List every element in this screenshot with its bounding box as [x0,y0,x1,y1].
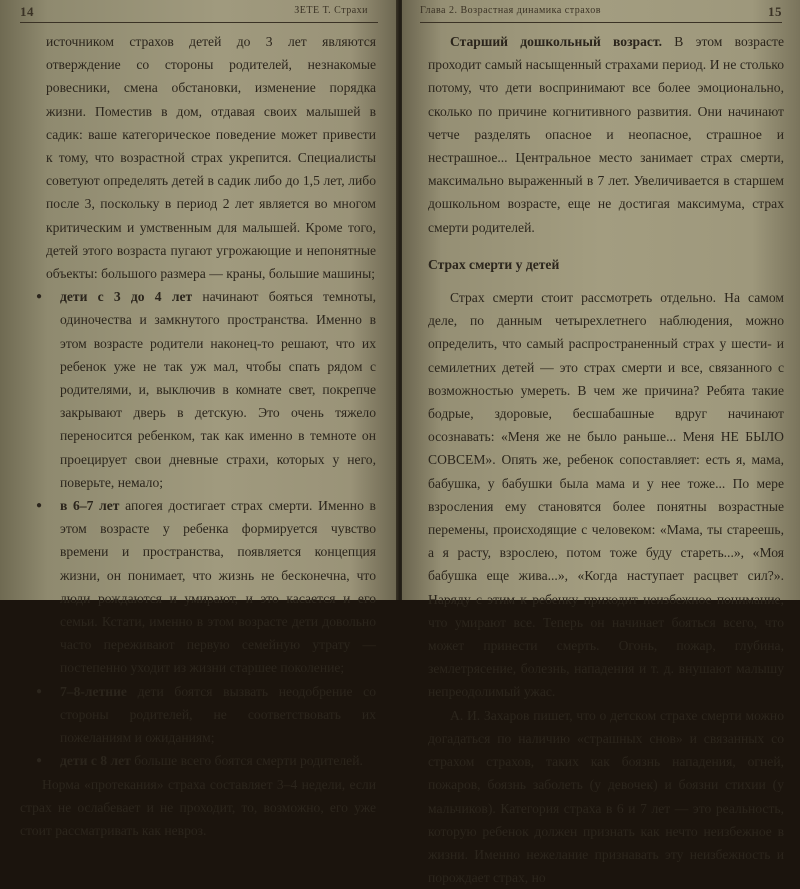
list-item: ● дети с 3 до 4 лет начинают бояться темноты, одиночества и замкнутого пространства. Именно в этом возрасте родители наконец-то решают, что их ребенок уже не так уж мал, чтобы спать рядом с родителями, и, выключив в комнате свет, покрепче закрывают дверь в детскую. Это очень тяжело переносится ребенком, так как именно в темноте он проецирует свои дневные страхи, которых у него, поверьте, немало; [46,285,376,494]
intro-paragraph: Старший дошкольный возраст. В этом возрасте проходит самый насыщенный страхами период. И не столько потому, что дети воспринимают все более эмоционально, сколько по причине когнитивного развития. Они начинают четче разделять опасное и неопасное, страшное и нестрашное... Центральное место занимает страх смерти, максимально выраженный в 7 лет. Увеличивается в старшем дошкольном возрасте, еще не достигая максимума, страх смерти родителей. [428,34,784,235]
body-paragraph: А. И. Захаров пишет, что о детском страхе смерти можно догадаться по наличию «страшных снов» и связанных со страхом страхов, таких как боязнь нападения, огней, пожаров, боязнь заболеть (у девочек) и боязни стихии (у мальчиков). Категория страха в 6 и 7 лет — это реальность, которую ребенок должен признать как нечто неизбежное в жизни. Именно нежелание признавать эту неизбежность и порождает страх, но [428,707,784,886]
right-running-head [420,4,782,23]
list-item: ● в 6–7 лет апогея достигает страх смерти. Именно в этом возрасте у ребенка формируется чувство времени и пространства, появляется концепция жизни, он понимает, что жизнь не бесконечна, что люди рождаются и умирают, и это касается и его семьи. Кстати, именно в этом возрасте дети довольно часто переживают первую семейную утрату — постепенно уходит из жизни старшее поколение; [46,494,376,680]
section-heading: Страх смерти у детей [428,256,560,272]
left-running-head [20,4,378,23]
left-body-text [20,30,376,842]
left-running-title: ЗЕТЕ Т. Страхи [294,5,368,16]
list-item: ● 7–8-летние дети боятся вызвать неодобрение со стороны родителей, не соответствовать их пожеланиям и ожиданиям; [46,680,376,750]
right-body-text [428,30,784,889]
closing-paragraph: Норма «протекания» страха составляет 3–4 недели, если страх не ослабевает и не проходит, то, возможно, его уже стоит рассматривать как невроз. [20,776,376,838]
list-item: ● дети с 8 лет больше всего боятся смерти родителей. [46,749,376,772]
right-page-number: 15 [768,4,782,19]
list-item-continuation: источником страхов детей до 3 лет являются отверждение со стороны родителей, незнакомые ровесники, смена обстановки, изменение порядка жизни. Поместив в дом, отдавая своих малышей в садик: ваше категорическое поведение может привести к тому, что возрастной страх укрепится. Специалисты советуют определять детей в садик либо до 1,5 лет, либо после 3, поскольку в период 2 лет является во многом критическим и умственным для малышей. Кроме того, детей этого возраста пугают угрожающие и непонятные объекты: большого размера — краны, большие машины; [46,34,376,282]
right-running-title: Глава 2. Возрастная динамика страхов [420,5,602,16]
left-page-number: 14 [20,4,34,19]
body-paragraph: Страх смерти стоит рассмотреть отдельно. На самом деле, по данным четырехлетнего наблюдения, можно определить, что самый распространенный страх у шести- и семилетних детей — это страх смерти и все, связанного с возможностью умереть. В чем же причина? Ребята такие бодрые, здоровые, бесшабашные вдруг начинают осознавать: «Меня же не было раньше... Меня НЕ БЫЛО СОВСЕМ». Опять же, ребенок сопоставляет: есть я, мама, бабушка, у бабушки была мама и у нее тоже... По мере взросления ему становятся более понятны возрастные перемены, происходящие с человеком: «Мама, ты стареешь, а я расту, взрослею, потом тоже буду стареть...», «Моя бабушка еще жива...», «Когда наступает расцвет сил?». Наряду с этим к ребенку приходит неизбежное понимание, что умирают все. Теперь он начинает бояться всего, что может принести смерть. Огонь, пожар, глубина, землетрясение, болезнь, нападения и т. д. внушают малышу непреодолимый ужас. [428,290,784,700]
left-page [0,0,398,838]
right-page [402,0,800,886]
